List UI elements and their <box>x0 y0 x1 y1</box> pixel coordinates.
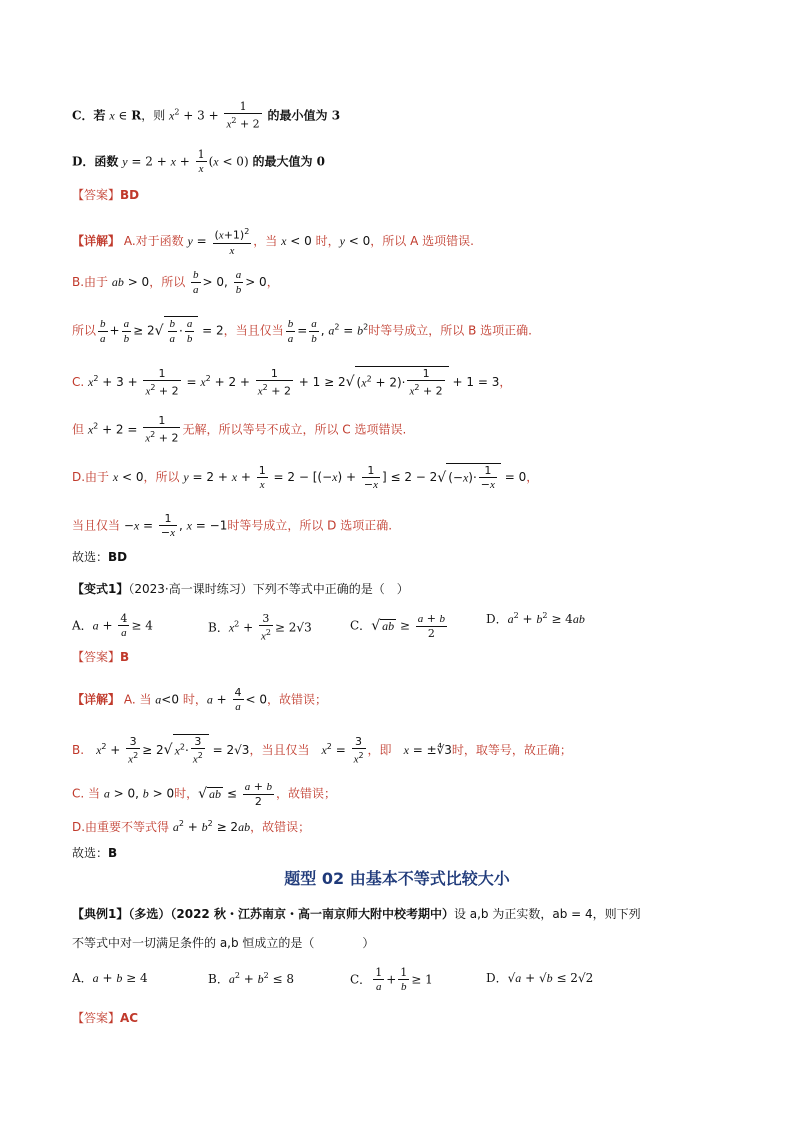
example-option-d: D．√a + √b ≤ 2√2 <box>486 971 594 985</box>
detail-d1-line: D.由于 x < 0，所以 y = 2 + x + $\frac{1}{x}$ = 2 − [(−x) + $\frac{1}{-x}$ ] ≤ 2 − 2√ (−x)· $\frac{1}{-x}$ = 0， <box>72 463 539 491</box>
select-line-2 <box>72 847 117 859</box>
answer-value: B <box>120 650 130 664</box>
variant-option-a: A．a + $\frac{4}{a}$ ≥ 4 <box>72 612 153 639</box>
detail2-c-line: C. 当 a > 0, b > 0时，√ ab ≤ $\frac{a + b}{2}$ ，故错误； <box>72 780 336 808</box>
example-1b-line <box>72 937 374 949</box>
detail-c2-line: 但 $x^2 + 2$ = $\frac{1}{x^2 + 2}$ 无解，所以等号不成立，所以 C 选项错误. <box>72 414 407 445</box>
d-option-line: D．函数 y = 2 + x + $\frac{1}{x}$ (x < 0) 的最大值为 0 <box>72 148 325 175</box>
detail2-b-line: B. $x^2$ + $\frac{3}{x^2}$ ≥ 2√ $x^2\cdot$ $\frac{3}{x^2}$ = 2√3，当且仅当 $x^2$ = $\frac{3}{x^2}$ ，即 x = ±∜3时，取等号，故正确； <box>72 734 572 766</box>
detail2-d-line: D.由重要不等式得 $a^2 + b^2 \ge 2ab$，故错误； <box>72 819 311 834</box>
variant-option-d: D．$a^2 + b^2 \ge 4ab$ <box>486 611 585 626</box>
answer-label: 【答案】 <box>72 1011 121 1025</box>
answer-line-1 <box>72 189 139 201</box>
variant-label: 【变式1】 <box>72 582 129 596</box>
example-option-a: A．a + b ≥ 4 <box>72 971 148 985</box>
variant-options-row <box>0 612 794 642</box>
detail2-a-line: 【详解】 A. 当 a<0 时，a + $\frac{4}{a}$ < 0，故错误； <box>72 686 328 713</box>
answer-label: 【答案】 <box>72 188 121 202</box>
variant-source: （2023·高一课时练习） <box>128 582 253 596</box>
example-source: （2022 秋・江苏南京・高一南京师大附中校考期中） <box>170 907 454 921</box>
example-label: 【典例1】 <box>72 907 129 921</box>
example-option-b: B．$a^2 + b^2 \le 8$ <box>208 971 295 986</box>
select-label: 故选： <box>72 550 109 564</box>
example-multi: （多选） <box>128 907 171 921</box>
answer-value: AC <box>120 1011 139 1025</box>
detail-a-line: 【详解】 A.对于函数 y = $\frac{(x+1)^2}{x}$ ，当 x < 0 时，y < 0，所以 A 选项错误. <box>72 227 474 257</box>
example-text: 设 a,b 为正实数，ab = 4，则下列 <box>453 907 641 921</box>
select-line-1 <box>72 551 127 563</box>
answer-line-3 <box>72 1012 138 1024</box>
detail-label: 【详解】 <box>72 233 121 248</box>
answer-value: BD <box>120 188 140 202</box>
variant-1-line <box>72 583 409 595</box>
select-value: B <box>108 846 118 860</box>
detail-b1-line: B.由于 ab > 0，所以 $\frac{b}{a}$ > 0, $\frac{a}{b}$ > 0， <box>72 269 279 296</box>
variant-option-b: B．$x^2$ + $\frac{3}{x^2}$ ≥ 2√3 <box>208 612 312 643</box>
answer-line-2 <box>72 651 129 663</box>
detail-d2-line: 当且仅当 −x = $\frac{1}{-x}$ , x = −1时等号成立，所以 D 选项正确. <box>72 512 393 539</box>
example-text-2: 不等式中对一切满足条件的 a,b 恒成立的是（ ） <box>72 936 375 950</box>
answer-label: 【答案】 <box>72 650 121 664</box>
example-1a-line <box>72 908 641 920</box>
detail-label: 【详解】 <box>72 692 121 707</box>
select-value: BD <box>108 550 128 564</box>
select-label: 故选： <box>72 846 109 860</box>
detail-c1-line: C. $x^2 + 3$ + $\frac{1}{x^2 + 2}$ = $x^2 + 2$ + $\frac{1}{x^2 + 2}$ + 1 ≥ 2√ $(x^2 + 2)\cdot$ $\frac{1}{x^2 + 2}$ + 1 = 3， <box>72 366 512 398</box>
c-option-line: C．若 x ∈ R，则 $x^2 + 3$ + $\frac{1}{x^2 + 2}$ 的最小值为 3 <box>72 100 341 131</box>
example-option-c: C． $\frac{1}{a}$ + $\frac{1}{b}$ ≥ 1 <box>350 966 433 993</box>
section-title: 题型 02 由基本不等式比较大小 <box>284 869 510 888</box>
variant-option-c: C．√ ab ≥ $\frac{a + b}{2}$ <box>350 612 446 640</box>
detail-b2-line: 所以 $\frac{b}{a}$ + $\frac{a}{b}$ ≥ 2√ $\frac{b}{a}$ · $\frac{a}{b}$ = 2，当且仅当 $\frac{b}{a}$ = $\frac{a}{b}$ , $a^2 = b^2$时等号成立，所以 B 选项正确. <box>72 317 532 345</box>
variant-text: 下列不等式中正确的是（ ） <box>252 582 409 596</box>
example-options-row <box>0 966 794 996</box>
